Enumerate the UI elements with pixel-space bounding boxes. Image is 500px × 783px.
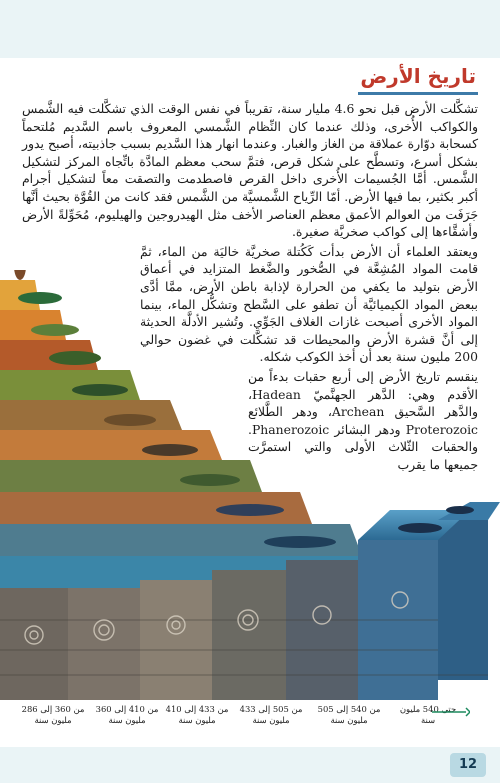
timeline-arrow-icon [430, 704, 470, 720]
page-number: 12 [450, 753, 486, 777]
article-body [22, 100, 478, 473]
title-underline [358, 92, 478, 95]
caption-505-433: من 505 إلى 433 مليون سنة [239, 704, 303, 725]
timeline-captions [0, 704, 500, 744]
caption-360-286: من 360 إلى 286 مليون سنة [21, 704, 85, 725]
caption-540-505: من 540 إلى 505 مليون سنة [317, 704, 381, 725]
footer-band [0, 747, 500, 783]
page-title: تاريخ الأرض [360, 64, 476, 88]
paragraph-2: ويعتقد العلماء أن الأرض بدأت كَكُتلة صخريَّة خاليَة من الماء، ثمَّ قامت المواد المُشِعَّة في الصُّخور والضَّغط المتزايد في أعماق الأرض بتوليد ما يكفي من الحرارة لإذابة باطن الأرض، ممَّا أدَّى ببعض المواد الكيميائيَّة أن تطفو على السَّطح وتشكُّل الماء، بينما المواد الأخرى أصبحت غازات الغلاف الجَوِّي. وتُشير الأدلَّة الحديثة إلى أنَّ قشرة الأرض والمحيطات قد تشكَّلت في غضون حوالي 200 مليون سنة بعد أن أخذ الكوكب شكله. [140, 243, 478, 365]
top-band [0, 0, 500, 58]
paragraph-3: ينقسم تاريخ الأرض إلى أربع حقبات بدءاً من الأقدم وهي: الدَّهر الجهنَّميّ Hadean، والدَّهر السَّحيق Archean، ودهر الطَّلائع Proterozoic ودهر البشائر Phanerozoic. والحقبات الثّلاث الأولى والتي استمرَّت جميعها ما يقرب [248, 368, 478, 472]
caption-540: حتى 540 مليون سنة [399, 704, 457, 725]
paragraph-1: تشكَّلت الأرض قبل نحو 4.6 مليار سنة، تقريباً في نفس الوقت الذي تشكَّلت فيه الشَّمس والكواكب الأُخرى، وذلك عندما كان النِّظام الشَّمسي المعروف باسم السَّديم مُلتحماً كسحابة دوّارة عملاقة من الغاز والغبار. وعندما انهار هذا السَّديم بسبب جاذبيته، أصبح يدور بشكل أسرع، وتسطَّح على شكل قرص، فتمَّ سحب معظم المادَّة باتِّجاه المركز لتشكيل الشَّمس. أمَّا الجُسيمات الأُخرى داخل القرص فاصطدمت والتصقت معاً لتشكيل أجرام أكبر بكثير، بما فيها الأرض. أمّا الرِّياح الشَّمسيَّة من الشَّمس فقد كانت من القُوَّة بحيث أنَّها جَرَفَت من العوالم الأعمق معظم العناصر الأخف مثل الهيدروجين والهيليوم، مُحَوِّلةً الأرض وأشقَّاءها إلى كواكب صخريَّة صغيرة. [22, 101, 478, 240]
caption-410-360: من 410 إلى 360 مليون سنة [95, 704, 159, 725]
caption-433-410: من 433 إلى 410 مليون سنة [165, 704, 229, 725]
